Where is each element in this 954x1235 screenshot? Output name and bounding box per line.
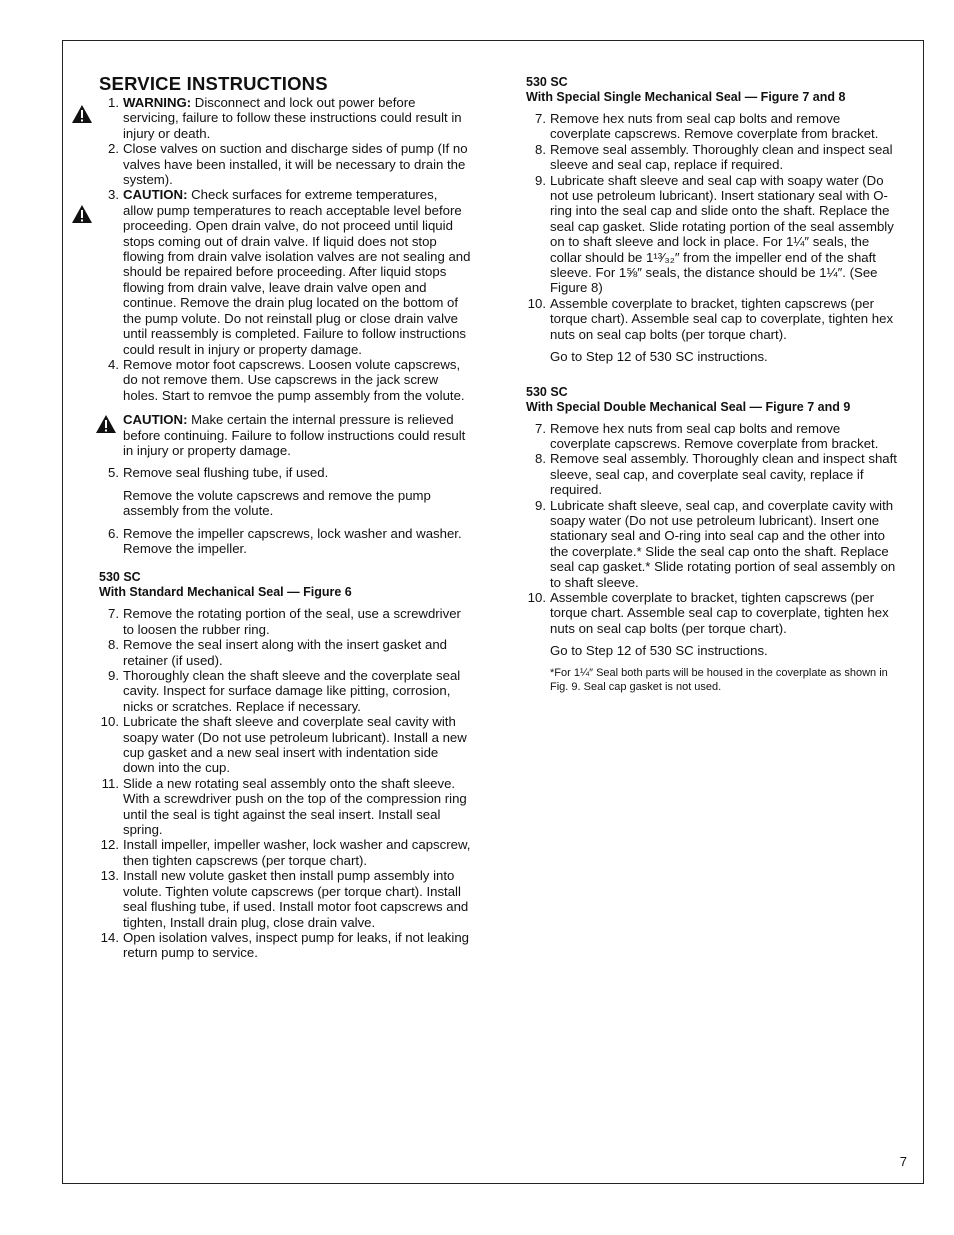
caution-note: CAUTION: Make certain the internal pressure is relieved before continuing. Failure to follow instructions could result in injury or property damage. [99,412,471,458]
section-title: 530 SC [526,75,568,89]
step-3: 3. CAUTION: Check surfaces for extreme temperatures, allow pump temperatures to reach acceptable level before proceeding. Open drain valve, do not proceed until liquid stops coming out of drain valve. If liquid does not stop flowing from drain valve isolation valves are not sealing and should be repaired before proceeding. After liquid stops flowing from drain valve, leave drain valve open and continue. Remove the drain plug located on the bottom of the pump volute. Do not reinstall plug or close drain valve until reassembly is completed. Failure to follow instructions could result in injury or property damage. [99,187,471,356]
standard-seal-steps [99,606,471,960]
section-subtitle: With Standard Mechanical Seal — Figure 6 [99,585,352,600]
page-number: 7 [899,1154,907,1169]
warning-triangle-icon [95,414,117,434]
step-7: 7. Remove hex nuts from seal cap bolts and remove coverplate capscrews. Remove coverplate from bracket. [535,111,879,142]
goto-note: Go to Step 12 of 530 SC instructions. [550,643,768,659]
step-10: 10. Assemble coverplate to bracket, tighten capscrews (per torque chart). Assemble seal cap to coverplate, tighten hex nuts on seal cap bolts (per torque chart). [527,295,894,342]
warning-triangle-icon [71,204,93,224]
step-4: 4. Remove motor foot capscrews. Loosen volute capscrews, do not remove them. Use capscrews in the jack screw holes. Start to remvoe the pump assembly from the volute. [108,356,465,403]
step-12: 12. Install impeller, impeller washer, lock washer and capscrew, then tighten capscrews (per torque chart). [100,837,471,868]
step-13: 13. Install new volute gasket then install pump assembly into volute. Tighten volute capscrews (per torque chart). Install seal flushing tube, if used. Install motor foot capscrews and tighten, Install drain plug, close drain valve. [100,868,469,930]
step-9: 9. Lubricate shaft sleeve, seal cap, and coverplate cavity with soapy water (Do not use petroleum lubricant). Insert one stationary seal and O-ring into seal cap and the other into the coverplate.* Slide the seal cap onto the shaft. Replace seal cap gasket.* Slide rotating portion of seal assembly on to shaft sleeve. [535,497,896,590]
step-6: 6. Remove the impeller capscrews, lock washer and washer. Remove the impeller. [108,525,462,556]
step-8: 8. Remove the seal insert along with the insert gasket and retainer (if used). [108,637,448,668]
step-9: 9. Thoroughly clean the shaft sleeve and the coverplate seal cavity. Inspect for surface damage like pitting, corrosion, nicks or scratches. Replace if necessary. [108,668,461,714]
step-11: 11. Slide a new rotating seal assembly onto the shaft sleeve. With a screwdriver push on the top of the compression ring until the seal is tight against the seal insert. Install seal spring. [101,775,467,838]
step-2: 2. Close valves on suction and discharge sides of pump (If no valves have been installed, it will be necessary to drain the system). [108,141,468,188]
step-8: 8. Remove seal assembly. Thoroughly clean and inspect shaft sleeve, seal cap, and coverplate seal cavity, replace if required. [535,451,897,498]
double-seal-steps [526,421,898,637]
section-title: 530 SC [526,384,568,399]
warning-triangle-icon [71,104,93,124]
page-title: SERVICE INSTRUCTIONS [99,73,328,94]
step-5-paragraph: Remove the volute capscrews and remove the pump assembly from the volute. [123,487,431,519]
goto-note: Go to Step 12 of 530 SC instructions. [550,349,768,365]
footnote: *For 1¼″ Seal both parts will be housed in the coverplate as shown in Fig. 9. Seal cap gasket is not used. [550,666,888,693]
step-10: 10. Lubricate the shaft sleeve and coverplate seal cavity with soapy water (Do not use petroleum lubricant). Install a new cup gasket and a new seal insert with indentation side down into the cup. [100,714,467,776]
step-8: 8. Remove seal assembly. Thoroughly clean and inspect seal sleeve and seal cap, replace if required. [535,141,893,173]
step-1: 1. WARNING: Disconnect and lock out power before servicing, failure to follow these instructions could result in injury or death. [99,95,471,141]
single-seal-steps [526,111,898,342]
step-14: 14. Open isolation valves, inspect pump for leaks, if not leaking return pump to service. [100,929,469,961]
step-7: 7. Remove the rotating portion of the seal, use a screwdriver to loosen the rubber ring. [108,606,461,637]
section-subtitle: With Special Single Mechanical Seal — Figure 7 and 8 [526,90,846,104]
section-title: 530 SC [99,570,141,585]
section-subtitle: With Special Double Mechanical Seal — Figure 7 and 9 [526,399,851,414]
step-10: 10. Assemble coverplate to bracket, tighten capscrews (per torque chart. Assemble seal cap to coverplate, tighten hex nuts on seal cap bolts (per torque chart). [527,589,889,636]
step-7: 7. Remove hex nuts from seal cap bolts and remove coverplate capscrews. Remove coverplate from bracket. [535,420,879,451]
right-column [526,75,898,694]
service-steps [99,95,471,403]
page-frame [62,40,924,1184]
step-5: 5. Remove seal flushing tube, if used. [108,465,329,481]
left-column [99,74,471,961]
step-9: 9. Lubricate shaft sleeve and seal cap with soapy water (Do not use petroleum lubricant). Insert stationary seal with O-ring into the seal cap and slide onto the shaft. Replace the seal cap gasket. Slide rotating portion of the seal assembly on to shaft sleeve and lock in place. For 1¼″ seals, the collar should be 1¹³⁄₃₂″ from the impeller end of the shaft sleeve. For 1⅝″ seals, the distance should be 1¼″. (See Figure 8) [535,172,894,296]
